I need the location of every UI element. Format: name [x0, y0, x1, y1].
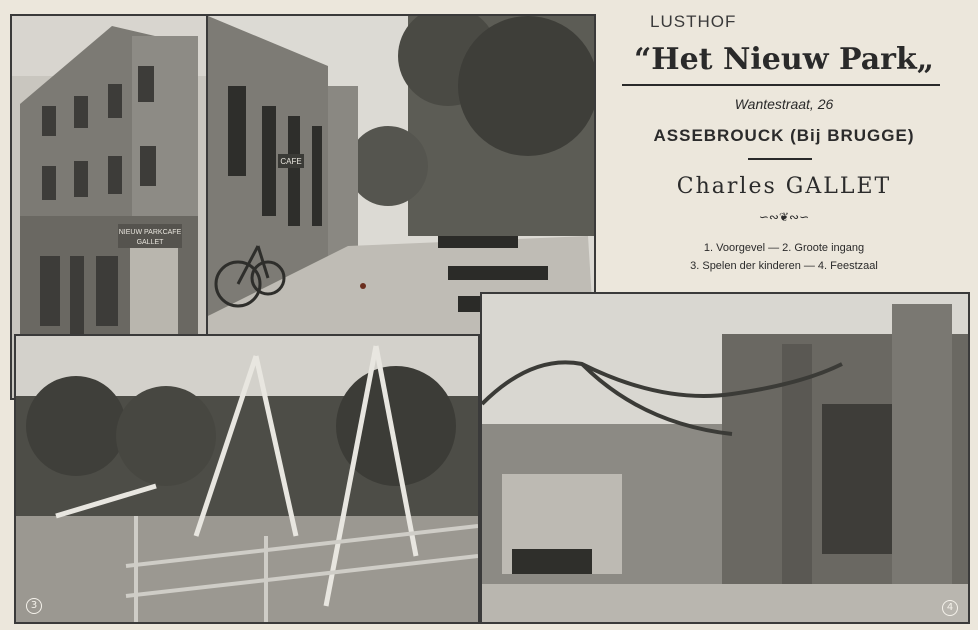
- festival-hall-illustration: [482, 294, 968, 622]
- street-address: Wantestraat, 26: [734, 96, 834, 112]
- town-name: ASSEBROUCK (Bij BRUGGE): [653, 126, 915, 145]
- photo-number-4: 4: [942, 600, 958, 616]
- entrance-illustration: [208, 16, 594, 334]
- park-name: “Het Nieuw Park„: [633, 42, 934, 77]
- entrance-sign: CAFE: [280, 157, 302, 166]
- title-block: [598, 8, 970, 290]
- owner-name: Charles GALLET: [676, 174, 892, 199]
- facade-sign-bottom: GALLET: [136, 239, 164, 246]
- playground-illustration: [16, 336, 478, 622]
- short-rule: [748, 158, 812, 160]
- lusthof-label: LUSTHOF: [650, 12, 737, 31]
- photo-playground: [14, 334, 480, 624]
- caption-line-1: 1. Voorgevel — 2. Groote ingang: [703, 242, 865, 254]
- photo-entrance: [206, 14, 596, 336]
- ornament: ∽∾❦∾∽: [758, 210, 810, 224]
- photo-festival-hall: [480, 292, 970, 624]
- photo-number-3: 3: [26, 598, 42, 614]
- title-rule: [622, 84, 940, 86]
- facade-sign-top: NIEUW PARKCAFE: [118, 229, 182, 236]
- caption-line-2: 3. Spelen der kinderen — 4. Feestzaal: [690, 260, 878, 272]
